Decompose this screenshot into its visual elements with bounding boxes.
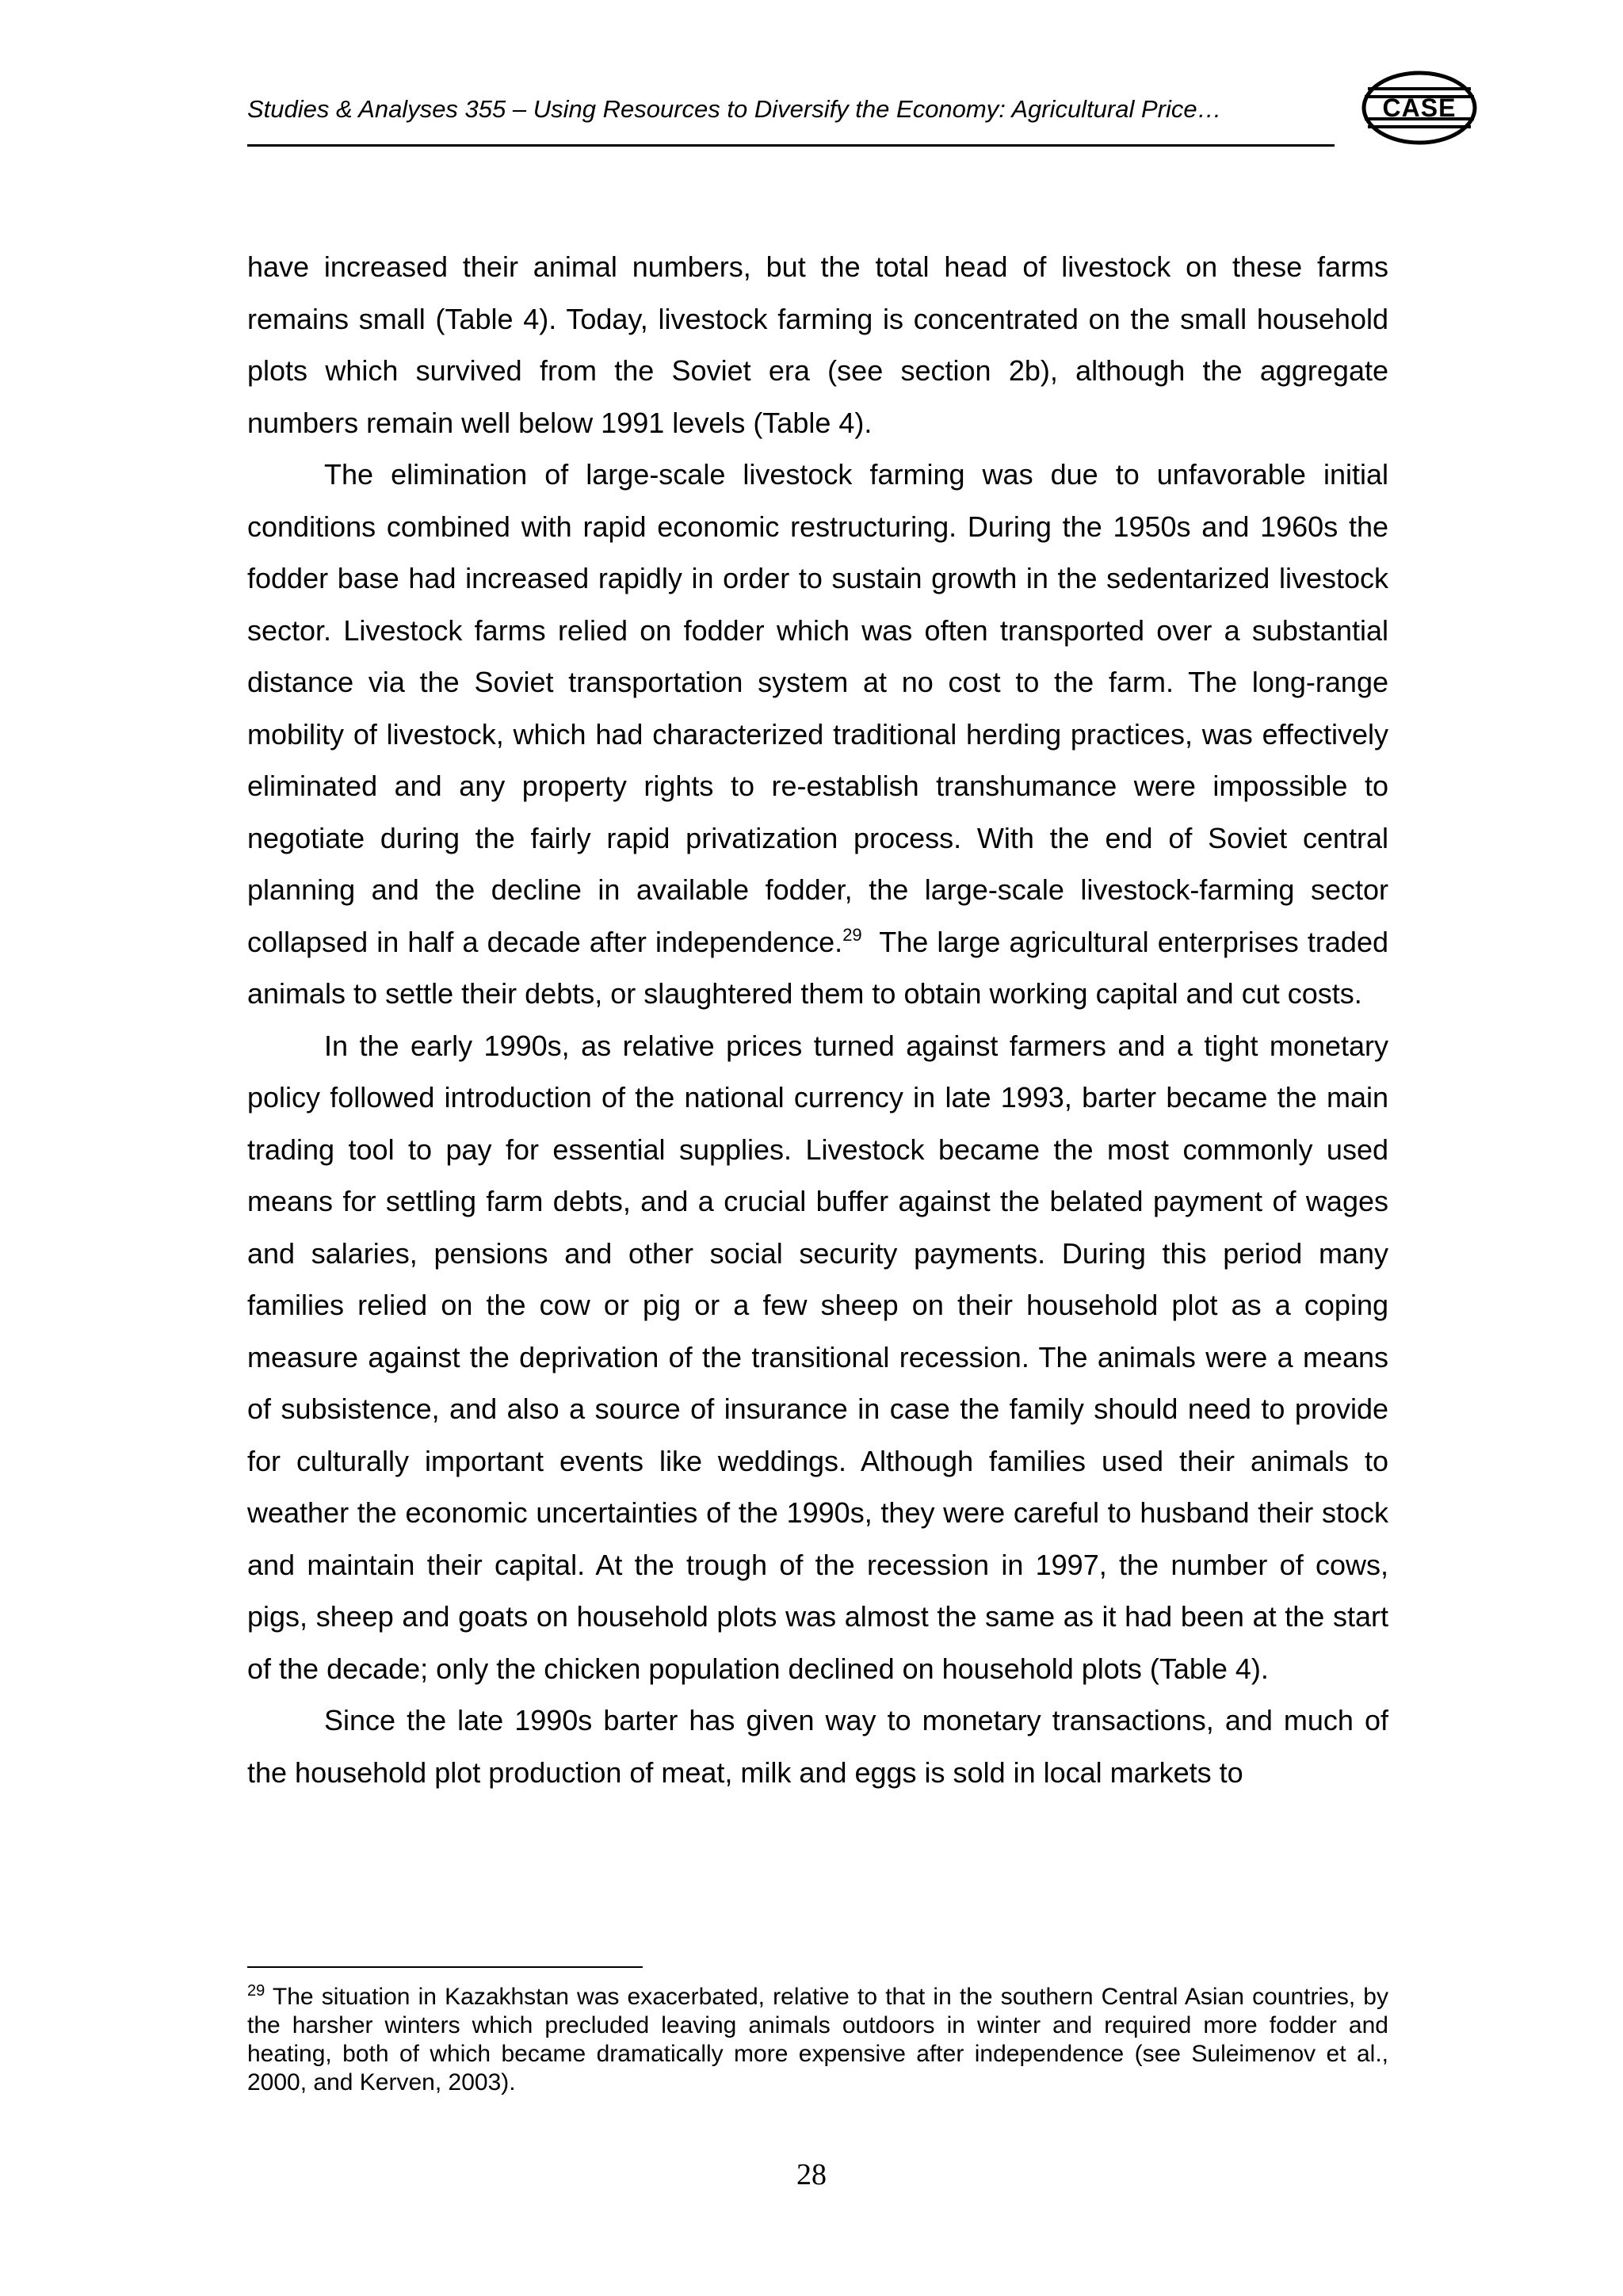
footnote-text: The situation in Kazakhstan was exacerbated, relative to that in the southern Central Asian countries, by the harsher winters which precluded leaving animals outdoors in winter and required more fodder and heating, both of which became dramatically more expensive after independence (see Suleimenov et al., 2000, and Kerven, 2003). — [247, 1984, 1388, 2095]
paragraph-text: The large agricultural enterprises traded animals to settle their debts, or slaughtered them to obtain working capital and cut costs. — [247, 925, 1388, 1010]
paragraph: Since the late 1990s barter has given way to monetary transactions, and much of the household plot production of meat, milk and eggs is sold in local markets to — [247, 1704, 1388, 1789]
paragraph: have increased their animal numbers, but the total head of livestock on these farms remains small (Table 4). Today, livestock farming is concentrated on the small household plots which survived from the Soviet era (see section 2b), although the aggregate numbers remain well below 1991 levels (Table 4). — [247, 250, 1388, 439]
paragraph-text: The elimination of large-scale livestock farming was due to unfavorable initial conditions combined with rapid economic restructuring. During the 1950s and 1960s the fodder base had increased rapidly in order to sustain growth in the sedentarized livestock sector. Livestock farms relied on fodder which was often transported over a substantial distance via the Soviet transportation system at no cost to the farm. The long-range mobility of livestock, which had characterized traditional herding practices, was effectively eliminated and any property rights to re-establish transhumance were impossible to negotiate during the fairly rapid privatization process. With the end of Soviet central planning and the decline in available fodder, the large-scale livestock-farming sector collapsed in half a decade after independence. — [247, 458, 1388, 958]
footnote-reference: 29 — [842, 924, 862, 945]
footnote — [247, 1983, 1388, 2097]
body-text — [247, 241, 1388, 1798]
header-rule — [247, 144, 1335, 147]
paragraph: In the early 1990s, as relative prices turned against farmers and a tight monetary policy followed introduction of the national currency in late 1993, barter became the main trading tool to pay for essential supplies. Livestock became the most commonly used means for settling farm debts, and a crucial buffer against the belated payment of wages and salaries, pensions and other social security payments. During this period many families relied on the cow or pig or a few sheep on their household plot as a coping measure against the deprivation of the transitional recession. The animals were a means of subsistence, and also a source of insurance in case the family should need to provide for culturally important events like weddings. Although families used their animals to weather the economic uncertainties of the 1990s, they were careful to husband their stock and maintain their capital. At the trough of the recession in 1997, the number of cows, pigs, sheep and goats on household plots was almost the same as it had been at the start of the decade; only the chicken population declined on household plots (Table 4). — [247, 1029, 1388, 1685]
footnote-separator — [247, 1966, 643, 1968]
footnote-number: 29 — [247, 1982, 265, 2000]
logo-text: CASE — [1382, 93, 1457, 122]
case-logo — [1361, 70, 1477, 146]
running-header: Studies & Analyses 355 – Using Resources to Diversify the Economy: Agricultural Price… — [247, 95, 1222, 123]
paragraph — [247, 449, 1388, 1020]
page-number: 28 — [796, 2158, 827, 2191]
